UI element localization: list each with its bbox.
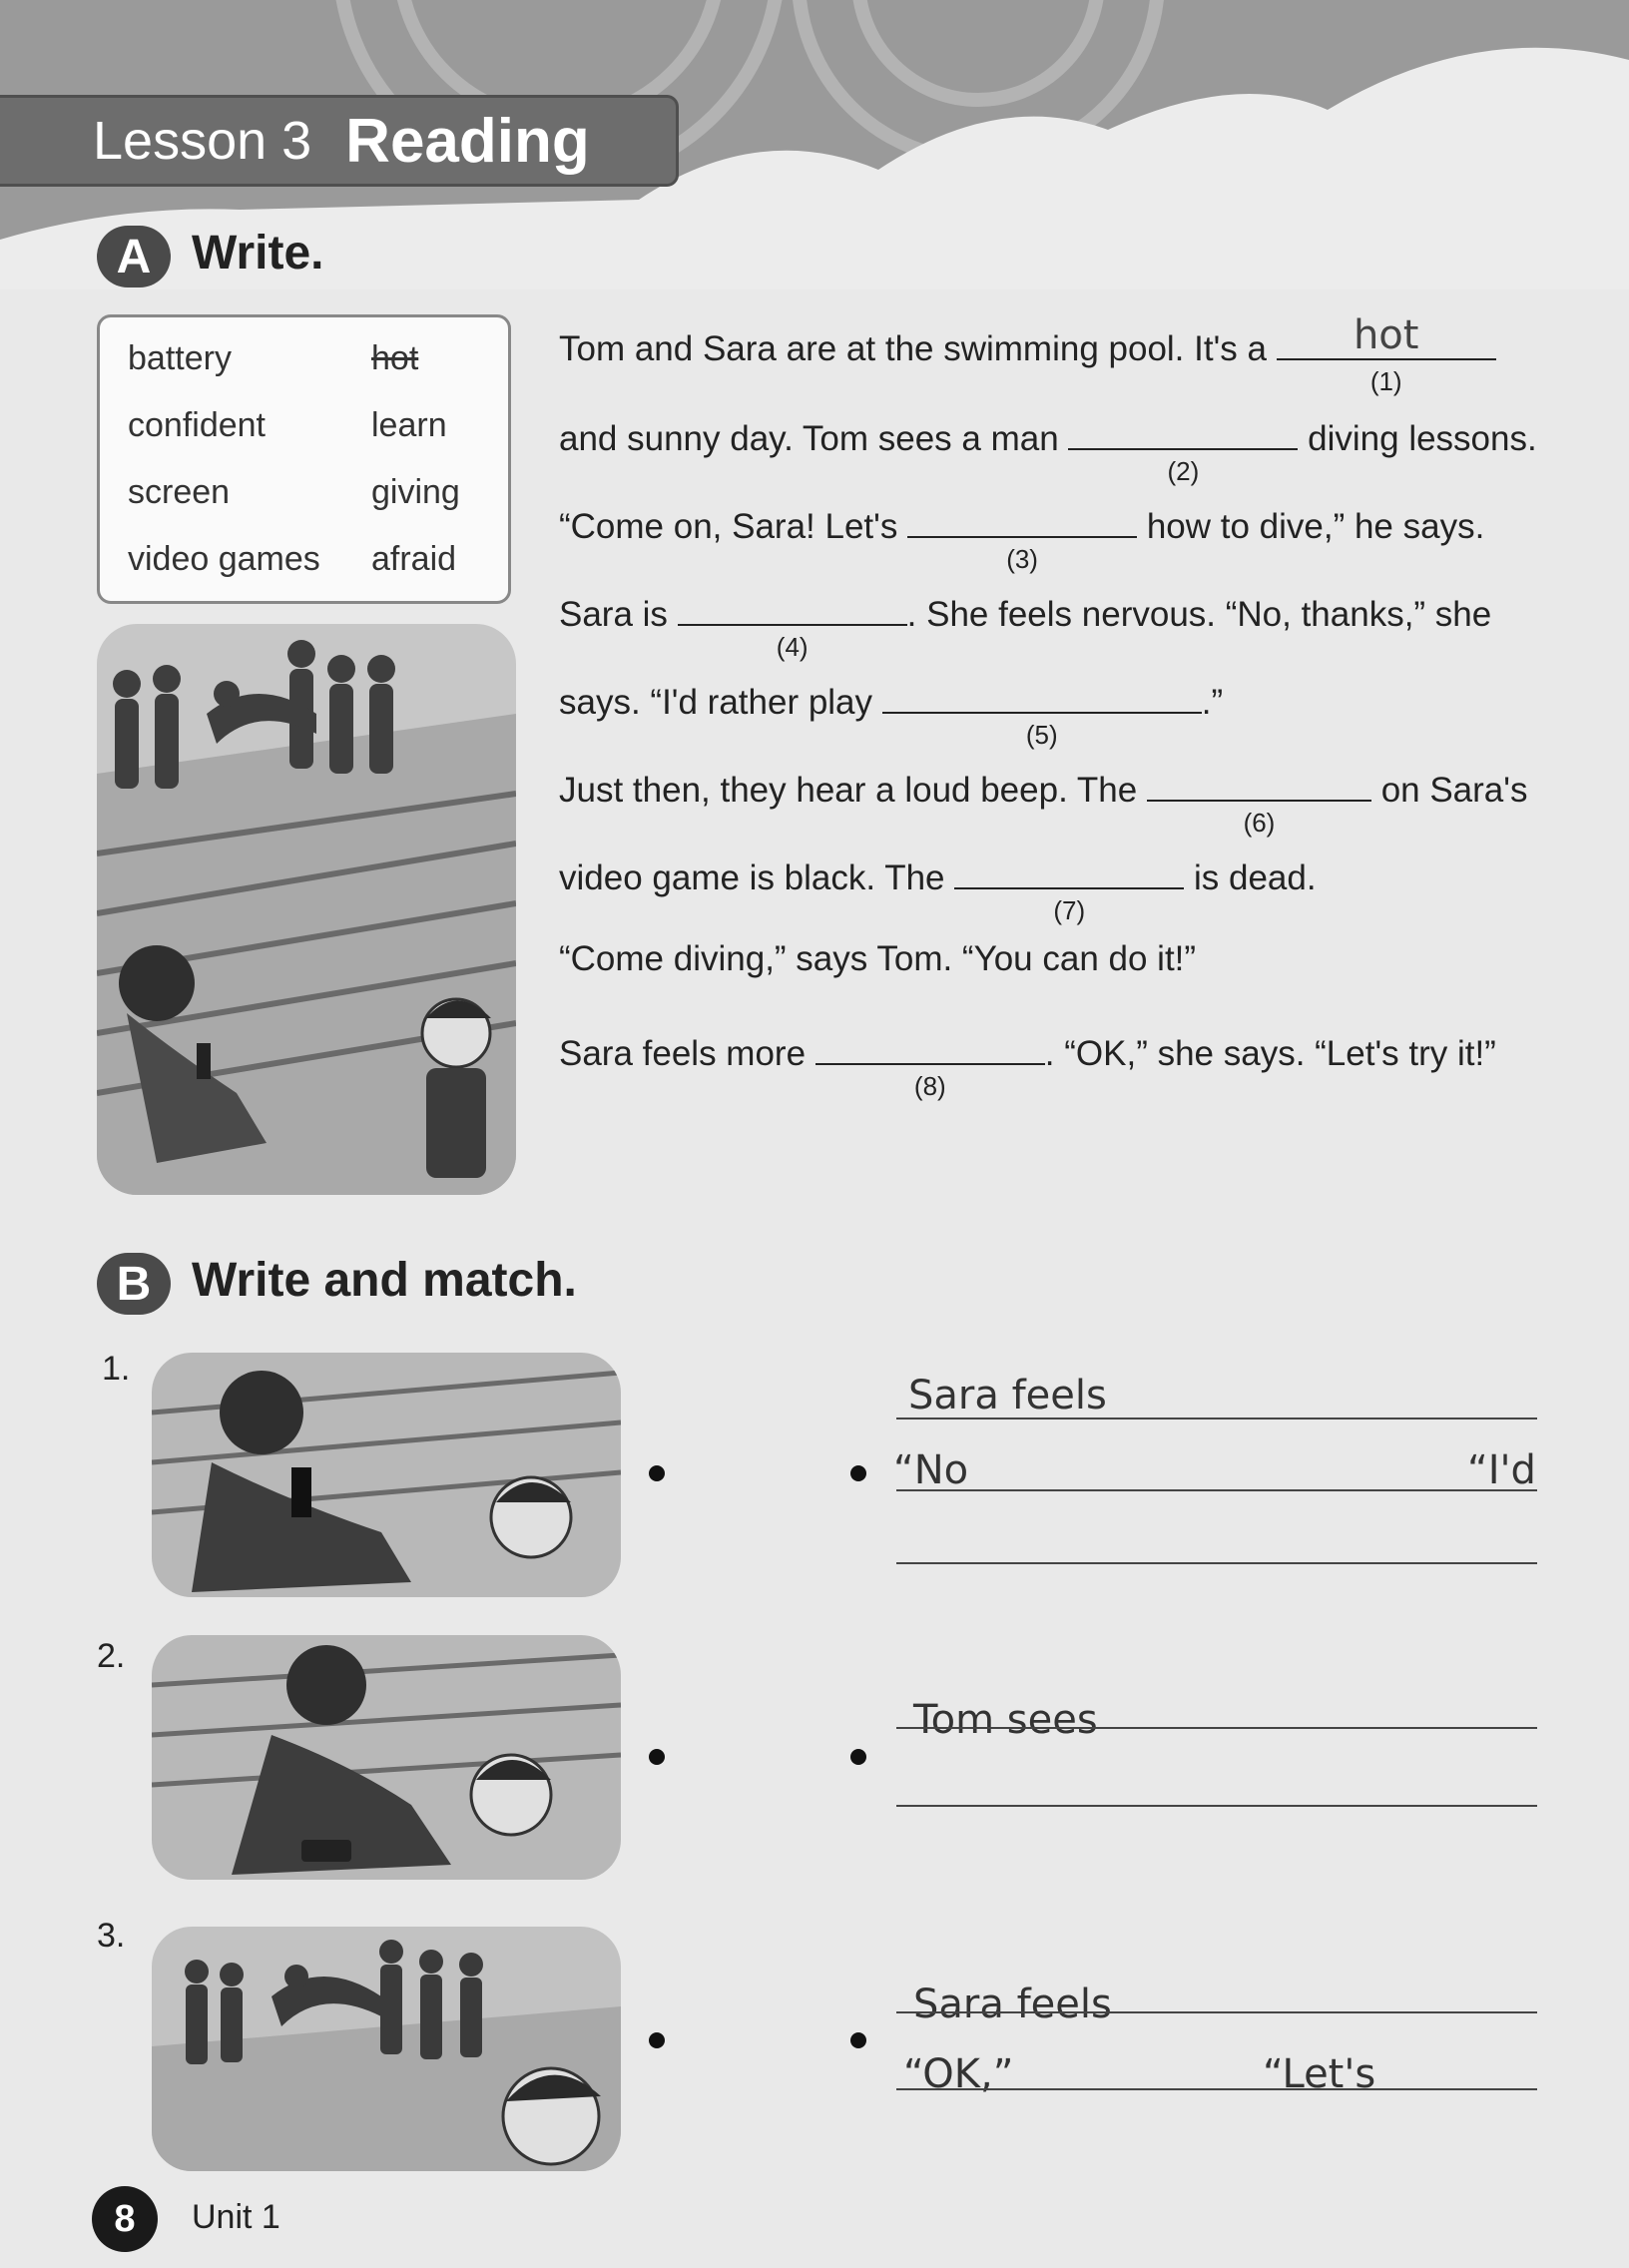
passage-text: .”	[1201, 683, 1224, 722]
passage-line-9	[559, 1027, 1496, 1101]
passage-text: Tom and Sara are at the swimming pool. It's a	[559, 329, 1267, 368]
handwritten-answer: “No	[893, 1447, 969, 1493]
match-dot-left[interactable]	[649, 1749, 665, 1765]
item-number: 3.	[97, 1917, 126, 1955]
blank-1-answer: hot	[1353, 312, 1419, 358]
blank-3-number: (3)	[1006, 544, 1038, 574]
section-b-badge: B	[97, 1253, 171, 1315]
lesson-title: Reading	[345, 106, 590, 176]
blank-6[interactable]	[1147, 764, 1371, 838]
section-a-title: Write.	[192, 227, 324, 280]
passage-line-6	[559, 764, 1528, 838]
passage-text: is dead.	[1193, 858, 1317, 897]
passage-text: and sunny day. Tom sees a man	[559, 419, 1059, 458]
item-2-illustration	[152, 1635, 621, 1880]
passage-text: Just then, they hear a loud beep. The	[559, 771, 1138, 810]
blank-5-number: (5)	[1025, 720, 1058, 750]
passage-text: “Come on, Sara! Let's	[559, 507, 898, 546]
passage-text: Sara feels more	[559, 1034, 807, 1073]
unit-label: Unit 1	[192, 2198, 280, 2236]
passage-text: video game is black. The	[559, 858, 945, 897]
passage-line-2	[559, 412, 1537, 486]
blank-1-number: (1)	[1369, 366, 1402, 396]
item-3-illustration	[152, 1927, 621, 2171]
blank-4-number: (4)	[776, 632, 809, 662]
match-dot-right[interactable]	[850, 1465, 866, 1481]
blank-1[interactable]	[1277, 312, 1496, 396]
passage-line-3	[559, 500, 1485, 574]
blank-6-number: (6)	[1243, 808, 1276, 838]
passage-text: . She feels nervous. “No, thanks,” she	[906, 595, 1492, 634]
handwritten-answer: “Let's	[1263, 2051, 1376, 2097]
word-bank	[97, 314, 511, 604]
blank-2-number: (2)	[1167, 456, 1200, 486]
word-bank-item: giving	[371, 473, 460, 511]
blank-4[interactable]	[678, 588, 907, 662]
writing-line[interactable]	[896, 2011, 1537, 2013]
lesson-label: Lesson 3	[93, 111, 312, 171]
writing-line[interactable]	[896, 1489, 1537, 1491]
item-1-illustration	[152, 1353, 621, 1597]
section-b-title: Write and match.	[192, 1254, 577, 1307]
word-bank-item: battery	[128, 339, 232, 377]
blank-5[interactable]	[882, 676, 1202, 750]
item-number: 2.	[97, 1637, 126, 1675]
blank-7[interactable]	[954, 851, 1184, 925]
word-bank-item: afraid	[371, 540, 457, 578]
writing-line[interactable]	[896, 2088, 1537, 2090]
passage-text: diving lessons.	[1308, 419, 1537, 458]
handwritten-answer: “I'd	[1467, 1447, 1536, 1493]
passage-text: “Come diving,” says Tom. “You can do it!”	[559, 939, 1197, 978]
blank-8-number: (8)	[913, 1071, 946, 1101]
handwritten-answer: Sara feels	[913, 1982, 1112, 2027]
page-number: 8	[92, 2186, 158, 2252]
passage-text: Sara is	[559, 595, 668, 634]
passage-line-4	[559, 588, 1492, 662]
match-dot-left[interactable]	[649, 1465, 665, 1481]
passage-line-5	[559, 676, 1224, 750]
blank-2[interactable]	[1068, 412, 1298, 486]
word-bank-item: screen	[128, 473, 231, 511]
match-dot-right[interactable]	[850, 2032, 866, 2048]
passage-text: . “OK,” she says. “Let's try it!”	[1044, 1034, 1496, 1073]
blank-7-number: (7)	[1053, 895, 1086, 925]
match-dot-right[interactable]	[850, 1749, 866, 1765]
lesson-banner	[0, 95, 679, 187]
pool-scene-illustration	[97, 624, 516, 1195]
passage-text: says. “I'd rather play	[559, 683, 873, 722]
passage-line-8	[559, 939, 1196, 979]
item-number: 1.	[102, 1350, 131, 1388]
word-bank-item: learn	[371, 406, 447, 444]
passage-text: on Sara's	[1380, 771, 1528, 810]
section-a-badge: A	[97, 226, 171, 287]
handwritten-answer: “OK,”	[903, 2051, 1014, 2097]
word-bank-item: video games	[128, 540, 320, 578]
word-bank-item: confident	[128, 406, 266, 444]
passage-line-7	[559, 851, 1317, 925]
writing-line[interactable]	[896, 1727, 1537, 1729]
handwritten-answer: Sara feels	[908, 1373, 1107, 1418]
match-dot-left[interactable]	[649, 2032, 665, 2048]
writing-line[interactable]	[896, 1562, 1537, 1564]
word-bank-item-crossed: hot	[371, 339, 419, 377]
writing-line[interactable]	[896, 1418, 1537, 1419]
handwritten-answer: Tom sees	[913, 1697, 1098, 1743]
blank-8[interactable]	[815, 1027, 1045, 1101]
passage-line-1	[559, 312, 1496, 396]
writing-line[interactable]	[896, 1805, 1537, 1807]
passage-text: how to dive,” he says.	[1146, 507, 1485, 546]
blank-3[interactable]	[907, 500, 1137, 574]
